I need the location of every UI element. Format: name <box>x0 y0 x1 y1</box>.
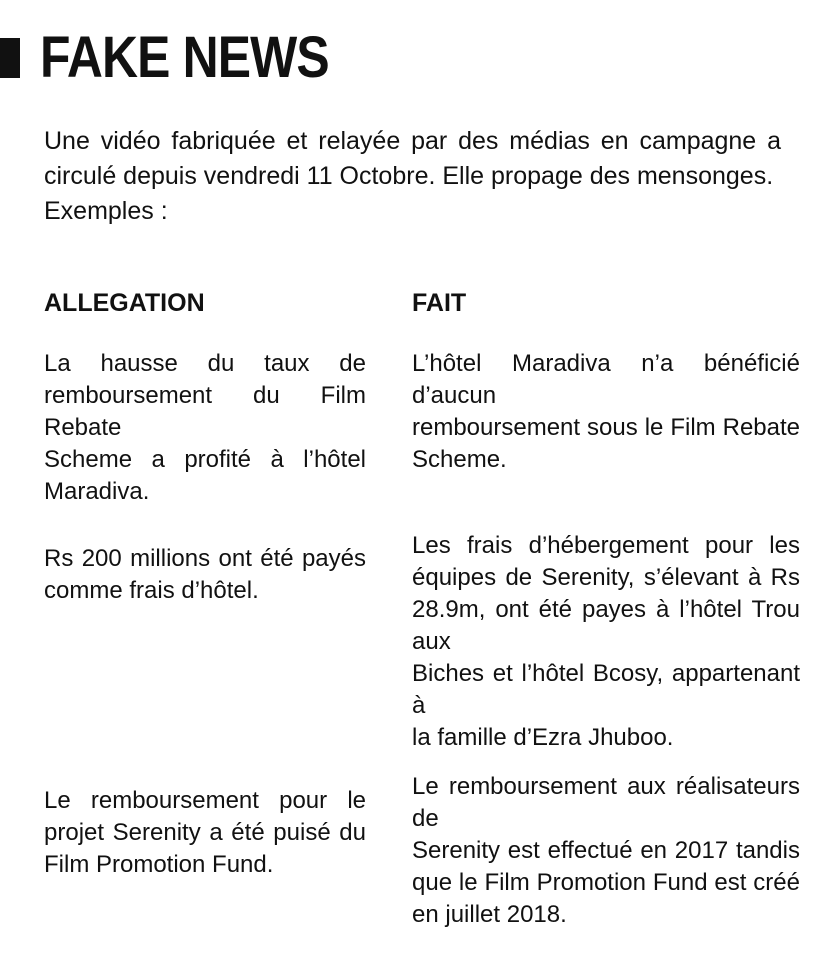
fait-column-heading: FAIT <box>412 289 467 317</box>
cell-line: La hausse du taux de <box>44 350 366 377</box>
cell-line: Film Promotion Fund. <box>44 851 274 878</box>
cell-line: Biches et l’hôtel Bcosy, appartenant à <box>412 660 800 719</box>
intro-line: Exemples : <box>44 197 168 225</box>
cell-line: remboursement du Film Rebate <box>44 382 366 441</box>
cell-line: L’hôtel Maradiva n’a bénéficié d’aucun <box>412 350 800 409</box>
cell-line: en juillet 2018. <box>412 901 567 928</box>
cell-line: Scheme. <box>412 446 507 473</box>
cell-line: la famille d’Ezra Jhuboo. <box>412 724 674 751</box>
cell-line: Scheme a profité à l’hôtel <box>44 446 366 473</box>
cell-line: Les frais d’hébergement pour les <box>412 532 800 559</box>
cell-line: Le remboursement pour le <box>44 787 366 814</box>
page-title: FAKE NEWS <box>40 25 329 90</box>
fait-cell <box>412 348 800 476</box>
cell-line: Rs 200 millions ont été payés <box>44 545 366 572</box>
cell-line: 28.9m, ont été payes à l’hôtel Trou aux <box>412 596 800 655</box>
cell-line: Maradiva. <box>44 478 150 505</box>
allegation-cell <box>44 785 366 881</box>
title-marker-bar <box>0 38 20 78</box>
intro-line: Une vidéo fabriquée et relayée par des médias en campagne a <box>44 127 781 155</box>
cell-line: comme frais d’hôtel. <box>44 577 259 604</box>
cell-line: remboursement sous le Film Rebate <box>412 414 800 441</box>
cell-line: projet Serenity a été puisé du <box>44 819 366 846</box>
fait-cell <box>412 771 800 931</box>
cell-line: que le Film Promotion Fund est créé <box>412 869 800 896</box>
fait-cell <box>412 530 800 754</box>
cell-line: Le remboursement aux réalisateurs de <box>412 773 800 832</box>
cell-line: équipes de Serenity, s’élevant à Rs <box>412 564 800 591</box>
intro-line: circulé depuis vendredi 11 Octobre. Elle propage des mensonges. <box>44 162 774 190</box>
allegation-cell <box>44 543 366 607</box>
intro-paragraph <box>44 124 781 229</box>
allegation-cell <box>44 348 366 508</box>
cell-line: Serenity est effectué en 2017 tandis <box>412 837 800 864</box>
allegation-column-heading: ALLEGATION <box>44 289 205 317</box>
